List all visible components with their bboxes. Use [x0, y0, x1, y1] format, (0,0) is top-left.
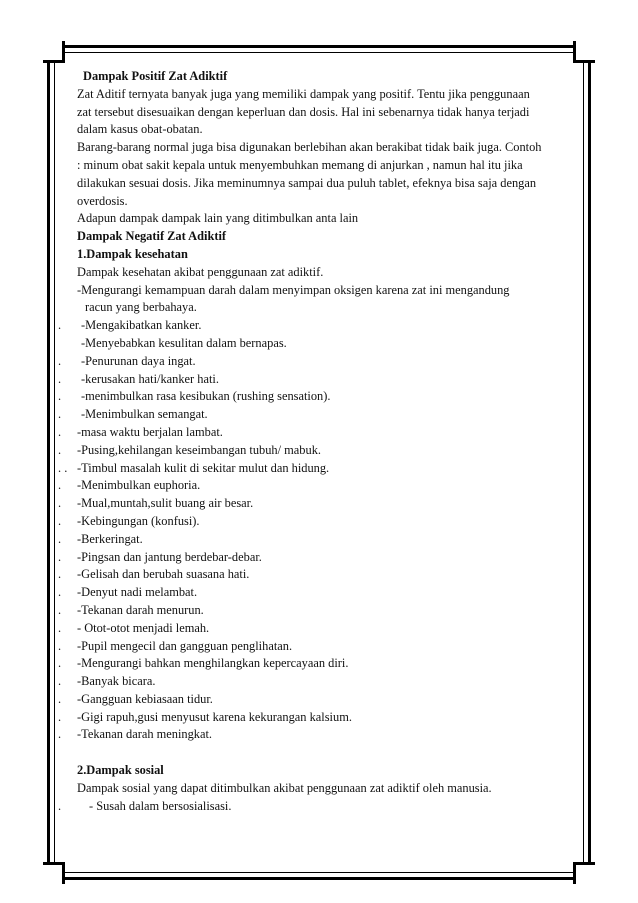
section-heading: [64, 228, 576, 246]
line-marker: .: [58, 656, 62, 671]
line-text: racun yang berbahaya.: [85, 300, 197, 315]
border-corner-bottom-left: [43, 862, 65, 884]
line-text: - Susah dalam bersosialisasi.: [89, 798, 232, 813]
text-line: [64, 86, 576, 104]
text-line: [64, 139, 576, 157]
line-text: dilakukan sesuai dosis. Jika meminumnya sampai dua puluh tablet, efeknya bisa saja dengan: [77, 175, 537, 190]
line-marker: .: [58, 674, 62, 689]
text-line: [58, 317, 576, 335]
text-line: [58, 549, 576, 567]
text-line: [64, 175, 576, 193]
line-marker: .: [58, 638, 62, 653]
text-line: [58, 442, 576, 460]
document-body: [58, 68, 576, 815]
text-line: [58, 620, 576, 638]
line-marker: .: [58, 442, 62, 457]
text-line: [58, 353, 576, 371]
line-text: - Otot-otot menjadi lemah.: [77, 620, 210, 635]
line-text: -Mengakibatkan kanker.: [81, 318, 202, 333]
line-marker: .: [58, 567, 62, 582]
section-heading: [64, 762, 576, 780]
border-corner-top-right: [573, 41, 595, 63]
text-line: [58, 513, 576, 531]
line-text: -Menimbulkan semangat.: [81, 407, 208, 422]
line-marker: .: [58, 407, 62, 422]
line-text: -Gangguan kebiasaan tidur.: [77, 691, 213, 706]
line-marker: .: [58, 691, 62, 706]
line-text: -Pusing,kehilangan keseimbangan tubuh/ mabuk.: [77, 442, 321, 457]
line-marker: .: [58, 798, 62, 813]
line-marker: .: [58, 371, 62, 386]
line-text: -Gigi rapuh,gusi menyusut karena kekurangan kalsium.: [77, 709, 352, 724]
text-line: [64, 335, 576, 353]
line-marker: .: [58, 709, 62, 724]
text-line: [58, 655, 576, 673]
text-line: [64, 157, 576, 175]
line-marker: .: [58, 549, 62, 564]
section-heading: [64, 246, 576, 264]
text-line: [64, 104, 576, 122]
line-text: 2.Dampak sosial: [77, 763, 164, 778]
line-text: -Gelisah dan berubah suasana hati.: [77, 567, 250, 582]
text-line: [58, 798, 576, 816]
text-line: [58, 691, 576, 709]
line-marker: .: [58, 513, 62, 528]
line-marker: .: [58, 496, 62, 511]
text-line: [58, 371, 576, 389]
line-text: -Banyak bicara.: [77, 674, 156, 689]
line-text: Dampak Negatif Zat Adiktif: [77, 229, 227, 244]
line-text: -kerusakan hati/kanker hati.: [81, 371, 219, 386]
line-text: -Mual,muntah,sulit buang air besar.: [77, 496, 254, 511]
line-text: -Menimbulkan euphoria.: [77, 478, 201, 493]
section-heading: [64, 68, 576, 86]
line-marker: .: [58, 602, 62, 617]
text-line: [58, 406, 576, 424]
line-text: 1.Dampak kesehatan: [77, 246, 188, 261]
line-marker: .: [58, 318, 62, 333]
line-text: -Pingsan dan jantung berdebar-debar.: [77, 549, 262, 564]
line-text: -Denyut nadi melambat.: [77, 585, 198, 600]
line-text: -Kebingungan (konfusi).: [77, 513, 200, 528]
line-text: -Tekanan darah menurun.: [77, 602, 204, 617]
line-text: -Timbul masalah kulit di sekitar mulut dan hidung.: [77, 460, 330, 475]
line-text: overdosis.: [77, 193, 128, 208]
text-line: [58, 531, 576, 549]
line-text: -Pupil mengecil dan gangguan penglihatan.: [77, 638, 293, 653]
text-line: [58, 709, 576, 727]
line-text: -Tekanan darah meningkat.: [77, 727, 213, 742]
text-line: [64, 193, 576, 211]
line-text: Dampak sosial yang dapat ditimbulkan akibat penggunaan zat adiktif oleh manusia.: [77, 780, 492, 795]
text-line: [58, 388, 576, 406]
line-text: : minum obat sakit kepala untuk menyembuhkan memang di anjurkan , namun hal itu jika: [77, 157, 523, 172]
line-marker: .: [58, 478, 62, 493]
line-marker: .: [58, 389, 62, 404]
line-text: Dampak Positif Zat Adiktif: [83, 69, 228, 83]
text-line: [58, 584, 576, 602]
line-text: -Penurunan daya ingat.: [81, 353, 196, 368]
text-line: [58, 460, 576, 478]
text-line: [64, 299, 576, 317]
line-text: -Mengurangi kemampuan darah dalam menyimpan oksigen karena zat ini mengandung: [77, 282, 510, 297]
border-corner-bottom-right: [573, 862, 595, 884]
line-text: -masa waktu berjalan lambat.: [77, 424, 223, 439]
line-text: Zat Aditif ternyata banyak juga yang memiliki dampak yang positif. Tentu jika penggunaan: [77, 86, 530, 101]
line-marker: . .: [58, 460, 68, 475]
text-line: [64, 282, 576, 300]
line-text: Dampak kesehatan akibat penggunaan zat adiktif.: [77, 264, 324, 279]
line-marker: .: [58, 531, 62, 546]
text-line: [58, 673, 576, 691]
text-line: [58, 602, 576, 620]
text-line: [64, 780, 576, 798]
line-text: -Menyebabkan kesulitan dalam bernapas.: [81, 335, 287, 350]
text-line: [64, 264, 576, 282]
line-text: -menimbulkan rasa kesibukan (rushing sensation).: [81, 389, 331, 404]
text-line: [58, 495, 576, 513]
line-marker: .: [58, 585, 62, 600]
line-text: -Mengurangi bahkan menghilangkan kepercayaan diri.: [77, 656, 349, 671]
line-text: Adapun dampak dampak lain yang ditimbulkan anta lain: [77, 211, 359, 226]
blank-line: [64, 744, 576, 762]
text-line: [58, 726, 576, 744]
text-line: [64, 210, 576, 228]
line-text: -Berkeringat.: [77, 531, 143, 546]
line-text: Barang-barang normal juga bisa digunakan berlebihan akan berakibat tidak baik juga. Contoh: [77, 140, 542, 155]
line-marker: .: [58, 727, 62, 742]
text-line: [58, 477, 576, 495]
line-marker: .: [58, 353, 62, 368]
text-line: [64, 121, 576, 139]
line-marker: .: [58, 620, 62, 635]
text-line: [58, 566, 576, 584]
line-marker: .: [58, 424, 62, 439]
text-line: [58, 638, 576, 656]
line-text: dalam kasus obat-obatan.: [77, 122, 203, 137]
text-line: [58, 424, 576, 442]
line-text: zat tersebut disesuaikan dengan keperluan dan dosis. Hal ini sebenarnya tidak hanya terjadi: [77, 104, 530, 119]
border-corner-top-left: [43, 41, 65, 63]
